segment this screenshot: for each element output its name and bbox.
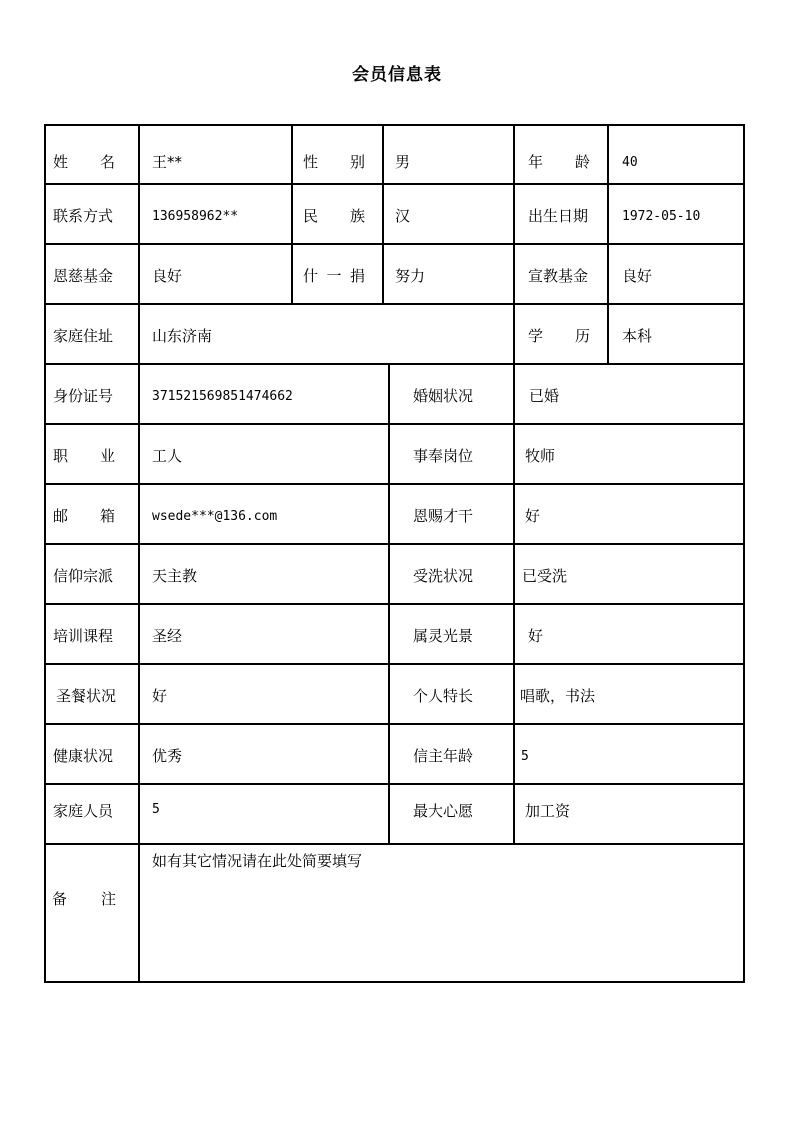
skill-label: 个人特长 [413,687,474,705]
tithe-label: 什 一 捐 [303,267,365,285]
column-divider [607,124,609,365]
birth-label: 出生日期 [528,207,589,225]
age-label: 年 龄 [528,153,590,171]
column-divider [388,363,390,845]
baptism-label: 受洗状况 [413,567,474,585]
remark-label: 备 注 [52,890,116,908]
row-divider [44,723,745,725]
name-label: 姓 名 [53,153,115,171]
page-title: 会员信息表 [352,65,442,85]
faith-age-label: 信主年龄 [413,747,474,765]
contact-label: 联系方式 [53,207,114,225]
health-label: 健康状况 [53,747,114,765]
wish-value: 加工资 [525,802,571,820]
mission-fund-value: 良好 [622,267,653,285]
gender-value: 男 [395,153,411,171]
ethnic-value: 汉 [395,207,411,225]
communion-value: 好 [152,687,168,705]
row-divider [44,843,745,845]
column-divider [138,124,140,983]
column-divider [382,124,384,305]
row-divider [44,303,745,305]
service-post-value: 牧师 [525,447,556,465]
row-divider [44,483,745,485]
grace-fund-label: 恩慈基金 [53,267,114,285]
course-label: 培训课程 [53,627,114,645]
education-label: 学 历 [528,327,590,345]
spiritual-state-value: 好 [528,627,544,645]
baptism-value: 已受洗 [522,567,568,585]
column-divider [513,363,515,845]
gift-value: 好 [525,507,541,525]
mission-fund-label: 宣教基金 [528,267,589,285]
education-value: 本科 [622,327,653,345]
table-border-top [44,124,745,126]
row-divider [44,543,745,545]
row-divider [44,783,745,785]
spiritual-state-label: 属灵光景 [413,627,474,645]
age-value: 40 [622,155,638,170]
table-border-left [44,124,46,983]
row-divider [44,603,745,605]
service-post-label: 事奉岗位 [413,447,474,465]
gift-label: 恩赐才干 [413,507,474,525]
row-divider [44,363,745,365]
occupation-label: 职 业 [53,447,115,465]
table-border-right [743,124,745,983]
remark-value: 如有其它情况请在此处简要填写 [152,852,363,870]
column-divider [291,124,293,305]
address-label: 家庭住址 [53,327,114,345]
denomination-label: 信仰宗派 [53,567,114,585]
communion-label: 圣餐状况 [56,687,117,705]
occupation-value: 工人 [152,447,183,465]
row-divider [44,243,745,245]
ethnic-label: 民 族 [303,207,365,225]
table-border-bottom [44,981,745,983]
row-divider [44,663,745,665]
faith-age-value: 5 [521,749,529,764]
member-info-table [44,124,745,983]
marital-label: 婚姻状况 [413,387,474,405]
gender-label: 性 别 [303,153,365,171]
name-value: 王** [152,153,183,171]
email-value: wsede***@136.com [152,509,278,524]
birth-value: 1972-05-10 [622,209,701,224]
wish-label: 最大心愿 [413,802,474,820]
grace-fund-value: 良好 [152,267,183,285]
family-value: 5 [152,802,160,817]
address-value: 山东济南 [152,327,213,345]
email-label: 邮 箱 [53,507,115,525]
row-divider [44,183,745,185]
health-value: 优秀 [152,747,183,765]
id-number-label: 身份证号 [53,387,114,405]
skill-value: 唱歌，书法 [520,687,596,705]
id-number-value: 371521569851474662 [152,389,293,404]
contact-value: 136958962** [152,209,239,224]
denomination-value: 天主教 [152,567,198,585]
row-divider [44,423,745,425]
tithe-value: 努力 [395,267,426,285]
course-value: 圣经 [152,627,183,645]
family-label: 家庭人员 [53,802,114,820]
marital-value: 已婚 [529,387,560,405]
